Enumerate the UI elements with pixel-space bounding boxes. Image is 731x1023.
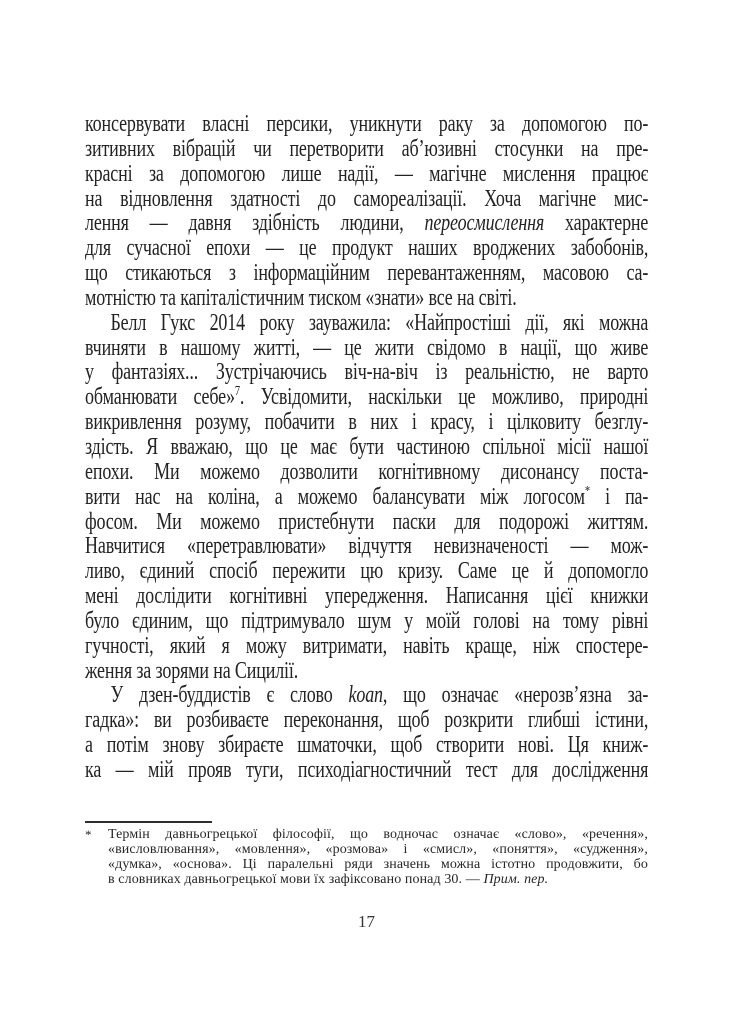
text-line: У дзен-буддистів є слово koan, що означає «нерозв’язна за-: [110, 682, 649, 709]
text-line: Термін давньогрецької філософії, що водночас означає «слово», «речення»,: [108, 827, 648, 842]
text-line: було єдиним, що підтримувало шум у моїй голові на тому рівні: [85, 607, 649, 634]
text-line: Навчитися «перетравлювати» відчуття невизначеності — мож-: [85, 533, 649, 560]
text-line: в словниках давньогрецької мови їх зафіксовано понад 30. — Прим. пер.: [108, 872, 549, 888]
body-paragraph: [85, 311, 648, 684]
text-line: ливо, єдиний спосіб пережити цю кризу. Саме це й допомогло: [85, 558, 649, 585]
footnote-text: [108, 827, 648, 887]
text-line: вчиняти в нашому житті, — це жити свідомо в нації, що живе: [85, 334, 649, 361]
text-line: фосом. Ми можемо пристебнути паски для подорожі життям.: [85, 508, 649, 535]
footnote-marker: *: [85, 827, 92, 842]
text-line: здість. Я вважаю, що це має бути частиною спільної місії нашої: [85, 433, 649, 460]
text-line: гадка»: ви розбиваєте переконання, щоб розкрити глибші істини,: [85, 707, 649, 734]
text-line: а потім знову збираєте шматочки, щоб створити нові. Ця книж-: [85, 732, 649, 759]
text-line: для сучасної епохи — це продукт наших вроджених забобонів,: [85, 235, 649, 262]
text-line: ження за зорями на Сицилії.: [85, 657, 299, 684]
text-line: обманювати себе»$^7$. Усвідомити, наскільки це можливо, природні: [85, 384, 649, 411]
text-line: вити нас на коліна, а можемо балансувати між логосом* і па-: [85, 483, 649, 510]
text-line: «висловлювання», «мовлення», «розмова» і «смисл», «поняття», «судження»,: [108, 842, 648, 858]
text-line: гучності, який я можу витримати, навіть краще, ніж спостере-: [85, 632, 649, 659]
text-line: консервувати власні персики, уникнути раку за допомогою по-: [85, 111, 649, 137]
text-line: «думка», «основа». Ці паралельні ряди значень можна істотно продовжити, бо: [108, 857, 648, 873]
text-line: викривлення розуму, побачити в них і красу, і цілковиту безглу-: [85, 409, 649, 436]
text-line: ка — мій прояв туги, психодіагностичний тест для дослідження: [85, 756, 649, 783]
page-number: 17: [358, 912, 375, 931]
body-paragraph: [85, 683, 648, 782]
text-line: у фантазіях... Зустрічаючись віч-на-віч із реальністю, не варто: [85, 359, 649, 386]
text-line: мотністю та капіталістичним тиском «знати» все на світі.: [85, 284, 517, 311]
text-line: красні за допомогою лише надії, — магічне мислення працює: [85, 160, 649, 187]
text-line: мені дослідити когнітивні упередження. Написання цієї книжки: [85, 583, 649, 610]
body-paragraph: [85, 112, 648, 311]
text-line: лення — давня здібність людини, переосмислення характерне: [85, 210, 649, 237]
text-line: зитивних вібрацій чи перетворити аб’юзивні стосунки на пре-: [85, 135, 649, 162]
footnote: [85, 827, 648, 887]
body-text: [85, 112, 648, 783]
text-line: епохи. Ми можемо дозволити когнітивному дисонансу поста-: [85, 458, 649, 485]
text-line: Белл Гукс 2014 року зауважила: «Найпростіші дії, які можна: [110, 309, 649, 336]
text-line: що стикаються з інформаційним перевантаженням, масовою са-: [85, 260, 649, 287]
footnote-separator: [85, 821, 212, 823]
text-line: на відновлення здатності до самореалізації. Хоча магічне мис-: [85, 185, 649, 212]
